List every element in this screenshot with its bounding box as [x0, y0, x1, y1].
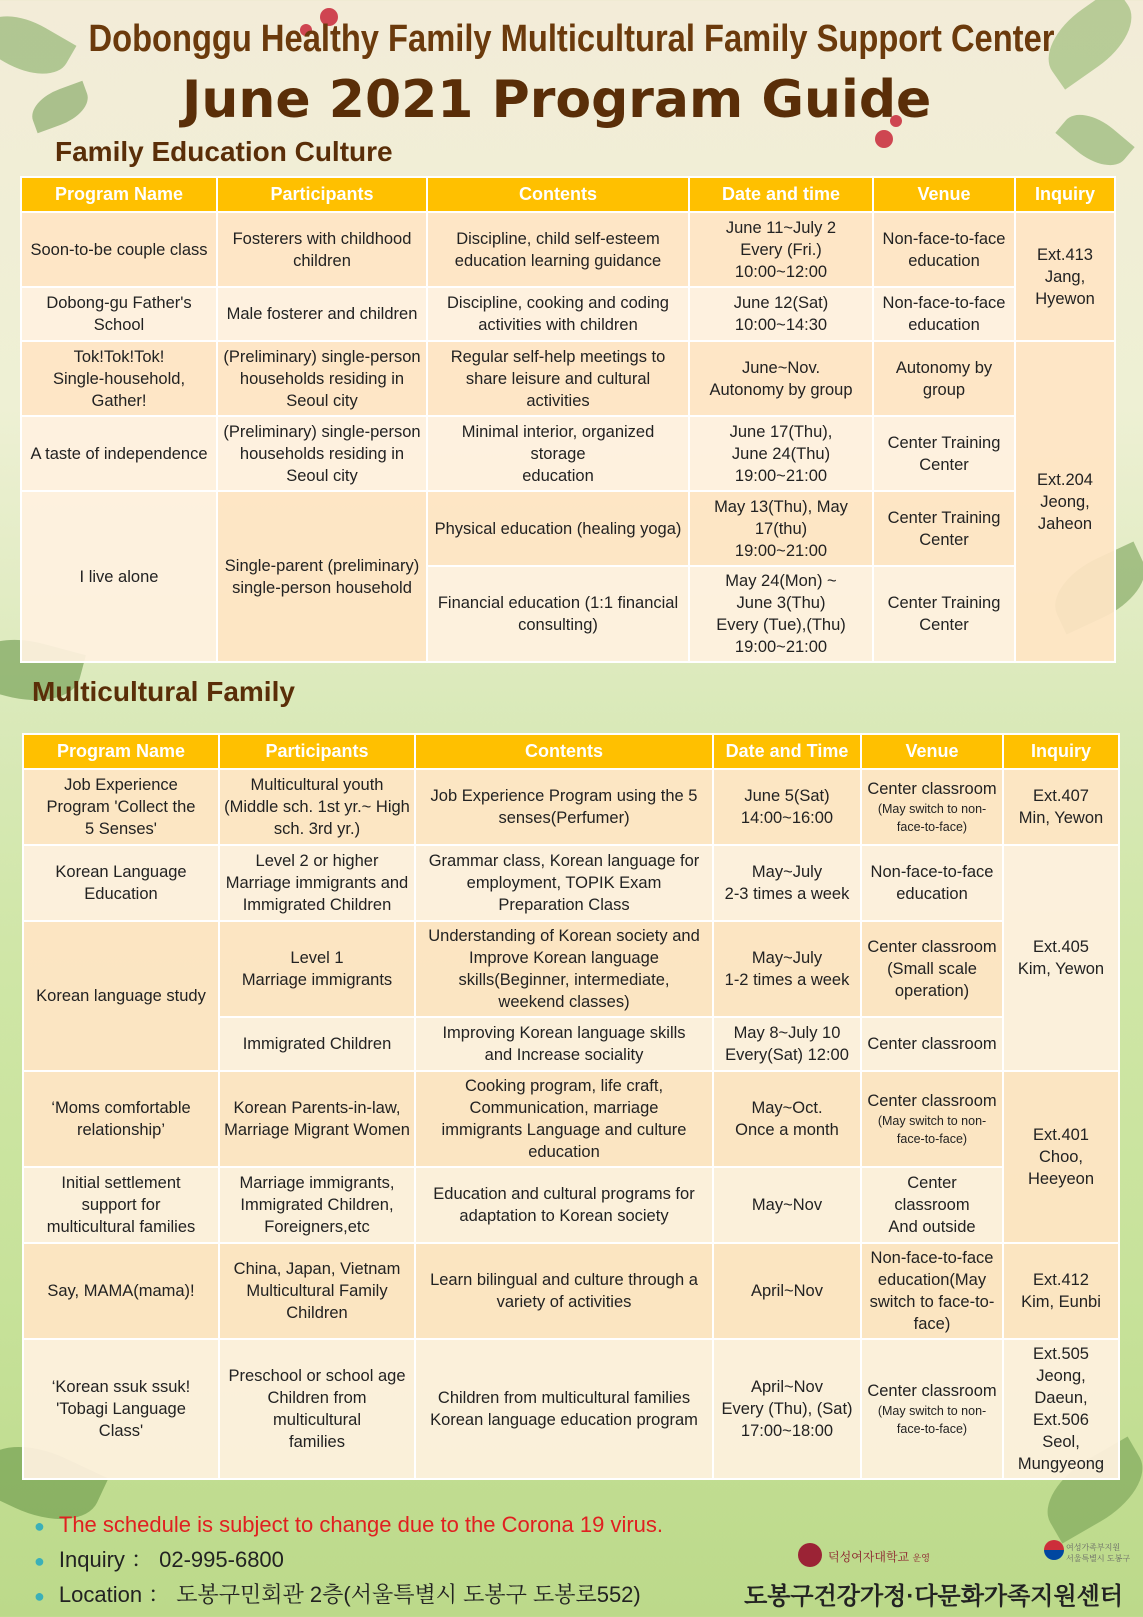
venue-main: Center classroom: [867, 1382, 997, 1400]
date-time: May~July 1-2 times a week: [713, 921, 861, 1017]
university-suffix: 운영: [912, 1553, 930, 1563]
bullet-icon: ●: [34, 1551, 45, 1571]
table-row: [23, 769, 1119, 845]
location-address: Location ： 도봉구민회관 2층(서울특별시 도봉구 도봉로552): [58, 1582, 641, 1607]
participants: Fosterers with childhood children: [217, 212, 427, 287]
venue: Center Training Center: [873, 416, 1015, 491]
venue-note: (May switch to non- face-to-face): [877, 1404, 987, 1436]
inquiry: Ext.405 Kim, Yewon: [1003, 845, 1119, 1071]
contents: Grammar class, Korean language for employment, TOPIK Exam Preparation Class: [415, 845, 713, 921]
table-row: [23, 1339, 1119, 1479]
inquiry: Ext.505 Jeong, Daeun, Ext.506 Seol, Mungyeong: [1003, 1339, 1119, 1479]
venue: Autonomy by group: [873, 341, 1015, 416]
col-inquiry: Inquiry: [1015, 177, 1115, 212]
university-name: 덕성여자대학교: [828, 1550, 910, 1564]
bullet-icon: ●: [34, 1516, 45, 1536]
family-program-table: [20, 176, 1116, 663]
contents: Learn bilingual and culture through a variety of activities: [415, 1243, 713, 1339]
program-name: Soon-to-be couple class: [21, 212, 217, 287]
table-row: [21, 416, 1115, 491]
contents: Financial education (1:1 financial consulting): [427, 566, 689, 662]
multicultural-section-title: Multicultural Family: [32, 676, 295, 707]
contents: Discipline, child self-esteem education learning guidance: [427, 212, 689, 287]
venue: [861, 769, 1003, 845]
table-header-row: [21, 177, 1115, 212]
program-name: Tok!Tok!Tok! Single-household, Gather!: [21, 341, 217, 416]
org-korean-name: 도봉구건강가정·다문화가족지원센터: [744, 1583, 1123, 1610]
guide-title: June 2021 Program Guide: [182, 70, 932, 130]
program-name: Job Experience Program 'Collect the 5 Senses': [23, 769, 219, 845]
col-venue: Venue: [873, 177, 1015, 212]
col-contents: Contents: [427, 177, 689, 212]
venue: Center classroom: [861, 1017, 1003, 1071]
participants: Korean Parents-in-law, Marriage Migrant Women: [219, 1071, 415, 1167]
participants: Level 2 or higher Marriage immigrants and Immigrated Children: [219, 845, 415, 921]
inquiry: Ext.401 Choo, Heeyeon: [1003, 1071, 1119, 1243]
inquiry: Ext.407 Min, Yewon: [1003, 769, 1119, 845]
venue: Center Training Center: [873, 491, 1015, 566]
notice-line: [34, 1512, 663, 1538]
participants: Multicultural youth (Middle sch. 1st yr.~ High sch. 3rd yr.): [219, 769, 415, 845]
col-date-time: Date and time: [689, 177, 873, 212]
participants: (Preliminary) single-person households residing in Seoul city: [217, 341, 427, 416]
inquiry: Ext.413 Jang, Hyewon: [1015, 212, 1115, 341]
date-time: April~Nov: [713, 1243, 861, 1339]
program-name: I live alone: [21, 491, 217, 662]
contents: Understanding of Korean society and Improve Korean language skills(Beginner, intermediate, weekend classes): [415, 921, 713, 1017]
table-header-row: [23, 734, 1119, 769]
venue: [861, 1071, 1003, 1167]
table-row: [21, 212, 1115, 287]
org-title: Dobonggu Healthy Family Multicultural Family Support Center: [88, 18, 1055, 60]
date-time: June 12(Sat) 10:00~14:30: [689, 287, 873, 341]
participants: Preschool or school age Children from multicultural families: [219, 1339, 415, 1479]
inquiry: Ext.204 Jeong, Jaheon: [1015, 341, 1115, 662]
date-time: April~Nov Every (Thu), (Sat) 17:00~18:00: [713, 1339, 861, 1479]
date-time: May~July 2-3 times a week: [713, 845, 861, 921]
university-logo: [828, 1548, 930, 1565]
date-time: May~Nov: [713, 1167, 861, 1243]
date-time: June 5(Sat) 14:00~16:00: [713, 769, 861, 845]
contents: Children from multicultural families Korean language education program: [415, 1339, 713, 1479]
participants: Single-parent (preliminary) single-person household: [217, 491, 427, 662]
table-row: [21, 287, 1115, 341]
date-time: June 11~July 2 Every (Fri.) 10:00~12:00: [689, 212, 873, 287]
location-line: [34, 1578, 641, 1609]
contents: Education and cultural programs for adaptation to Korean society: [415, 1167, 713, 1243]
col-inquiry: Inquiry: [1003, 734, 1119, 769]
venue: Non-face-to-face education: [861, 845, 1003, 921]
date-time: June~Nov. Autonomy by group: [689, 341, 873, 416]
contents: Discipline, cooking and coding activities with children: [427, 287, 689, 341]
contents: Job Experience Program using the 5 senses(Perfumer): [415, 769, 713, 845]
venue-main: Center classroom: [867, 780, 997, 798]
table-row: [23, 845, 1119, 921]
venue: Center classroom (Small scale operation): [861, 921, 1003, 1017]
program-name: A taste of independence: [21, 416, 217, 491]
program-name: Say, MAMA(mama)!: [23, 1243, 219, 1339]
program-name: Korean Language Education: [23, 845, 219, 921]
program-name: Dobong-gu Father's School: [21, 287, 217, 341]
university-seal-icon: [798, 1543, 822, 1567]
venue: Non-face-to-face education: [873, 212, 1015, 287]
inquiry-phone: Inquiry ： 02-995-6800: [58, 1547, 284, 1572]
table-row: [23, 1243, 1119, 1339]
date-time: May 24(Mon) ~ June 3(Thu) Every (Tue),(Thu) 19:00~21:00: [689, 566, 873, 662]
col-participants: Participants: [219, 734, 415, 769]
table-row: [21, 491, 1115, 566]
table-row: [23, 1167, 1119, 1243]
venue-main: Center classroom: [867, 1092, 997, 1110]
venue: Non-face-to-face education: [873, 287, 1015, 341]
venue: [861, 1339, 1003, 1479]
participants: Male fosterer and children: [217, 287, 427, 341]
venue: Center classroom And outside: [861, 1167, 1003, 1243]
bullet-icon: ●: [34, 1586, 45, 1606]
col-program-name: Program Name: [23, 734, 219, 769]
multicultural-program-table: [22, 733, 1120, 1480]
venue-note: (May switch to non- face-to-face): [877, 802, 987, 834]
contents: Minimal interior, organized storage education: [427, 416, 689, 491]
program-name: ‘Moms comfortable relationship’: [23, 1071, 219, 1167]
date-time: May 8~July 10 Every(Sat) 12:00: [713, 1017, 861, 1071]
program-name: ‘Korean ssuk ssuk! 'Tobagi Language Class': [23, 1339, 219, 1479]
korea-gov-logo-icon: [1044, 1540, 1064, 1560]
date-time: May~Oct. Once a month: [713, 1071, 861, 1167]
corona-notice: The schedule is subject to change due to the Corona 19 virus.: [58, 1512, 664, 1537]
col-contents: Contents: [415, 734, 713, 769]
contents: Physical education (healing yoga): [427, 491, 689, 566]
contents: Improving Korean language skills and Increase sociality: [415, 1017, 713, 1071]
participants: Marriage immigrants, Immigrated Children, Foreigners,etc: [219, 1167, 415, 1243]
participants: Level 1 Marriage immigrants: [219, 921, 415, 1017]
participants: (Preliminary) single-person households residing in Seoul city: [217, 416, 427, 491]
participants: China, Japan, Vietnam Multicultural Family Children: [219, 1243, 415, 1339]
venue: Center Training Center: [873, 566, 1015, 662]
date-time: May 13(Thu), May 17(thu) 19:00~21:00: [689, 491, 873, 566]
table-row: [23, 921, 1119, 1017]
inquiry: Ext.412 Kim, Eunbi: [1003, 1243, 1119, 1339]
participants: Immigrated Children: [219, 1017, 415, 1071]
table-row: [23, 1071, 1119, 1167]
col-participants: Participants: [217, 177, 427, 212]
inquiry-line: [34, 1543, 284, 1574]
program-name: Initial settlement support for multicultural families: [23, 1167, 219, 1243]
ministry-logo: [1066, 1542, 1130, 1564]
col-date-time: Date and Time: [713, 734, 861, 769]
venue-note: (May switch to non- face-to-face): [877, 1114, 987, 1146]
ministry-line2: 서울특별시 도봉구: [1066, 1554, 1131, 1563]
program-name: Korean language study: [23, 921, 219, 1071]
ministry-line1: 여성가족부지원: [1066, 1543, 1121, 1552]
venue: Non-face-to-face education(May switch to face-to- face): [861, 1243, 1003, 1339]
contents: Regular self-help meetings to share leisure and cultural activities: [427, 341, 689, 416]
col-venue: Venue: [861, 734, 1003, 769]
date-time: June 17(Thu), June 24(Thu) 19:00~21:00: [689, 416, 873, 491]
table-row: [21, 341, 1115, 416]
col-program-name: Program Name: [21, 177, 217, 212]
contents: Cooking program, life craft, Communication, marriage immigrants Language and culture education: [415, 1071, 713, 1167]
family-section-title: Family Education Culture: [55, 136, 393, 167]
